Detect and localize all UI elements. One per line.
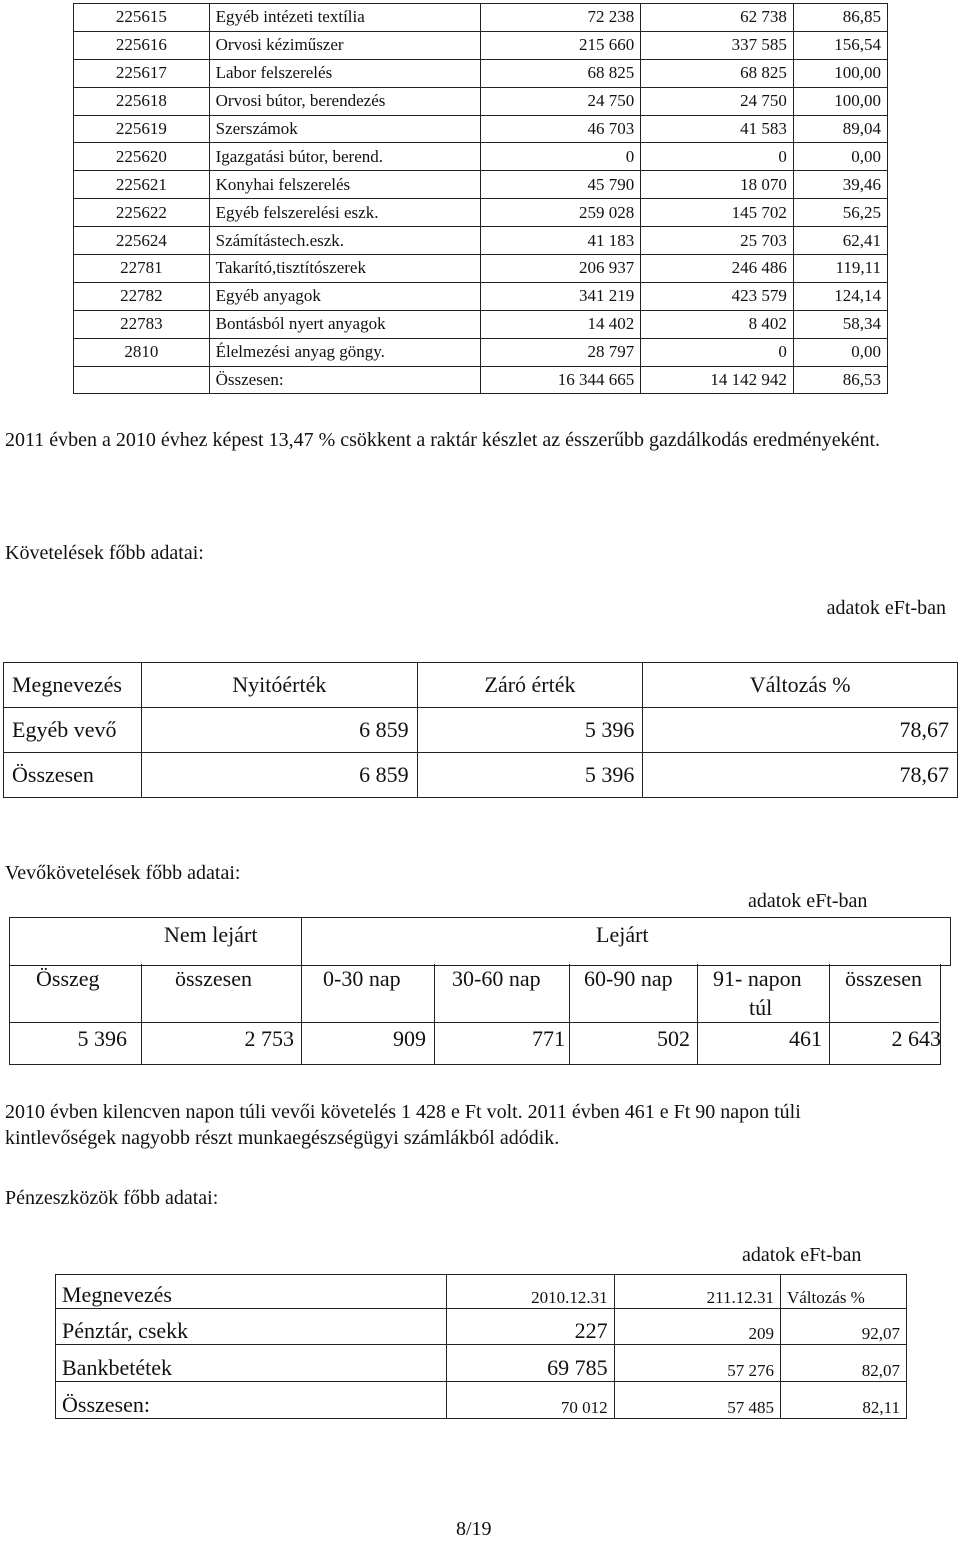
col-60-90: 60-90 nap	[584, 966, 673, 991]
cell-v2: 209	[614, 1309, 780, 1345]
table-row	[74, 115, 888, 143]
cell-pct: 119,11	[793, 255, 887, 283]
group-due: Lejárt	[596, 922, 649, 947]
cell-open: 28 797	[481, 338, 641, 366]
cell-name: Egyéb vevő	[4, 708, 142, 753]
cell-close: 41 583	[641, 115, 794, 143]
cell-close: 18 070	[641, 171, 794, 199]
col-divider	[569, 964, 570, 1064]
header-cell: Változás %	[643, 663, 958, 708]
cell-v1: 70 012	[447, 1382, 614, 1419]
customer-note: 2010 évben kilencven napon túli vevői követelés 1 428 e Ft volt. 2011 évben 461 e Ft 90 napon túli kintlevőségek nagyobb részt munkaegészségügyi számlákból adódik.	[5, 1101, 801, 1149]
cell-close: 246 486	[641, 255, 794, 283]
cell-pct: 100,00	[793, 59, 887, 87]
table-row	[74, 310, 888, 338]
table-row	[74, 338, 888, 366]
header-cell: Záró érték	[417, 663, 643, 708]
cell-pct: 100,00	[793, 87, 887, 115]
cell-code: 225617	[74, 59, 210, 87]
col-total-due: összesen	[845, 966, 922, 991]
cell-code: 22781	[74, 255, 210, 283]
cell-pct: 78,67	[643, 708, 958, 753]
cash-unit: adatok eFt-ban	[742, 1244, 862, 1266]
cell-open: 206 937	[481, 255, 641, 283]
cell-name: Igazgatási bútor, berend.	[209, 143, 481, 171]
val-total-due: 2 643	[891, 1026, 941, 1051]
cell-close: 25 703	[641, 227, 794, 255]
val-91: 461	[789, 1026, 822, 1051]
cell-open: 16 344 665	[481, 366, 641, 394]
header-cell: 211.12.31	[614, 1275, 780, 1309]
cell-name: Szerszámok	[209, 115, 481, 143]
table-row	[74, 171, 888, 199]
cell-v1: 69 785	[447, 1345, 614, 1382]
cell-pct: 58,34	[793, 310, 887, 338]
cell-pct: 62,41	[793, 227, 887, 255]
table-row	[74, 87, 888, 115]
cell-name: Takarító,tisztítószerek	[209, 255, 481, 283]
cell-code: 225621	[74, 171, 210, 199]
cell-pct: 39,46	[793, 171, 887, 199]
col-divider	[697, 964, 698, 1064]
col-91-line2: túl	[749, 995, 773, 1020]
cell-v1: 227	[447, 1309, 614, 1345]
cell-pct: 86,53	[793, 366, 887, 394]
cell-open: 41 183	[481, 227, 641, 255]
header-divider	[301, 917, 302, 964]
table-row	[74, 227, 888, 255]
cell-code: 22782	[74, 282, 210, 310]
cell-name: Bontásból nyert anyagok	[209, 310, 481, 338]
table-row	[74, 282, 888, 310]
table-row	[4, 753, 958, 798]
cell-pct: 86,85	[793, 4, 887, 32]
customer-heading: Vevőkövetelések főbb adatai:	[5, 862, 241, 884]
cell-name: Pénztár, csekk	[56, 1309, 447, 1345]
col-divider	[141, 964, 142, 1064]
cell-pct: 56,25	[793, 199, 887, 227]
cell-close: 68 825	[641, 59, 794, 87]
cell-name: Egyéb anyagok	[209, 282, 481, 310]
cell-close: 0	[641, 338, 794, 366]
cell-pct: 0,00	[793, 143, 887, 171]
header-cell: Nyitóérték	[141, 663, 417, 708]
cell-code: 225615	[74, 4, 210, 32]
cell-pct: 78,67	[643, 753, 958, 798]
cell-open: 24 750	[481, 87, 641, 115]
cell-name: Egyéb intézeti textília	[209, 4, 481, 32]
cell-open: 46 703	[481, 115, 641, 143]
cell-pct: 92,07	[780, 1309, 906, 1345]
table-row	[4, 708, 958, 753]
cell-pct: 156,54	[793, 31, 887, 59]
cell-open: 0	[481, 143, 641, 171]
cell-name: Orvosi bútor, berendezés	[209, 87, 481, 115]
col-divider	[829, 964, 830, 1064]
customer-unit: adatok eFt-ban	[748, 890, 868, 912]
col-sum: Összeg	[36, 966, 100, 991]
header-cell: Változás %	[780, 1275, 906, 1309]
cell-name: Egyéb felszerelési eszk.	[209, 199, 481, 227]
cell-close: 5 396	[417, 753, 643, 798]
cell-code: 225619	[74, 115, 210, 143]
col-divider	[301, 964, 302, 1064]
cell-name: Orvosi kéziműszer	[209, 31, 481, 59]
cell-close: 0	[641, 143, 794, 171]
col-30-60: 30-60 nap	[452, 966, 541, 991]
val-30-60: 771	[532, 1026, 565, 1051]
cell-close: 62 738	[641, 4, 794, 32]
cell-code: 2810	[74, 338, 210, 366]
cell-close: 337 585	[641, 31, 794, 59]
col-total-not-due: összesen	[175, 966, 252, 991]
cell-open: 6 859	[141, 708, 417, 753]
cell-name: Konyhai felszerelés	[209, 171, 481, 199]
cash-table	[55, 1274, 907, 1419]
cell-code: 225622	[74, 199, 210, 227]
cash-heading: Pénzeszközök főbb adatai:	[5, 1187, 219, 1209]
cell-code: 225620	[74, 143, 210, 171]
cell-v2: 57 485	[614, 1382, 780, 1419]
inventory-note: 2011 évben a 2010 évhez képest 13,47 % csökkent a raktár készlet az ésszerűbb gazdálkodás eredményeként.	[5, 429, 881, 451]
cell-open: 6 859	[141, 753, 417, 798]
table-row	[74, 4, 888, 32]
cell-pct: 82,07	[780, 1345, 906, 1382]
table-row	[56, 1309, 907, 1345]
cell-code: 22783	[74, 310, 210, 338]
cell-close: 14 142 942	[641, 366, 794, 394]
page-number: 8/19	[456, 1518, 492, 1540]
receivables-unit: adatok eFt-ban	[826, 597, 946, 619]
inventory-table	[73, 3, 888, 394]
table-row	[74, 255, 888, 283]
table-header-row	[56, 1275, 907, 1309]
col-91-line1: 91- napon	[713, 966, 802, 991]
table-row	[74, 59, 888, 87]
cell-open: 14 402	[481, 310, 641, 338]
cell-close: 423 579	[641, 282, 794, 310]
cell-pct: 124,14	[793, 282, 887, 310]
cell-close: 5 396	[417, 708, 643, 753]
cell-close: 8 402	[641, 310, 794, 338]
cell-open: 215 660	[481, 31, 641, 59]
cell-name: Élelmezési anyag göngy.	[209, 338, 481, 366]
cell-name: Bankbetétek	[56, 1345, 447, 1382]
table-row	[74, 199, 888, 227]
cell-open: 341 219	[481, 282, 641, 310]
val-sum: 5 396	[77, 1026, 127, 1051]
val-60-90: 502	[657, 1026, 690, 1051]
receivables-heading: Követelések főbb adatai:	[5, 542, 204, 564]
header-cell: Megnevezés	[56, 1275, 447, 1309]
cell-open: 72 238	[481, 4, 641, 32]
cell-code: 225624	[74, 227, 210, 255]
cell-open: 259 028	[481, 199, 641, 227]
cell-open: 45 790	[481, 171, 641, 199]
cell-code	[74, 366, 210, 394]
group-not-due: Nem lejárt	[164, 922, 258, 947]
cell-name: Összesen:	[209, 366, 481, 394]
table-row	[74, 143, 888, 171]
cell-pct: 0,00	[793, 338, 887, 366]
header-row-border	[9, 917, 951, 966]
table-header-row	[4, 663, 958, 708]
cell-code: 225618	[74, 87, 210, 115]
col-0-30: 0-30 nap	[323, 966, 401, 991]
header-cell: Megnevezés	[4, 663, 142, 708]
cell-pct: 82,11	[780, 1382, 906, 1419]
cell-name: Összesen	[4, 753, 142, 798]
cell-pct: 89,04	[793, 115, 887, 143]
header-cell: 2010.12.31	[447, 1275, 614, 1309]
receivables-table	[3, 662, 958, 798]
cell-name: Labor felszerelés	[209, 59, 481, 87]
cell-v2: 57 276	[614, 1345, 780, 1382]
cell-code: 225616	[74, 31, 210, 59]
val-0-30: 909	[393, 1026, 426, 1051]
table-row	[74, 366, 888, 394]
table-row	[74, 31, 888, 59]
cell-close: 145 702	[641, 199, 794, 227]
cell-open: 68 825	[481, 59, 641, 87]
table-row	[56, 1345, 907, 1382]
col-divider	[434, 964, 435, 1064]
row-divider	[9, 1022, 939, 1023]
val-total-not-due: 2 753	[244, 1026, 294, 1051]
table-row	[56, 1382, 907, 1419]
cell-name: Számítástech.eszk.	[209, 227, 481, 255]
cell-name: Összesen:	[56, 1382, 447, 1419]
cell-close: 24 750	[641, 87, 794, 115]
